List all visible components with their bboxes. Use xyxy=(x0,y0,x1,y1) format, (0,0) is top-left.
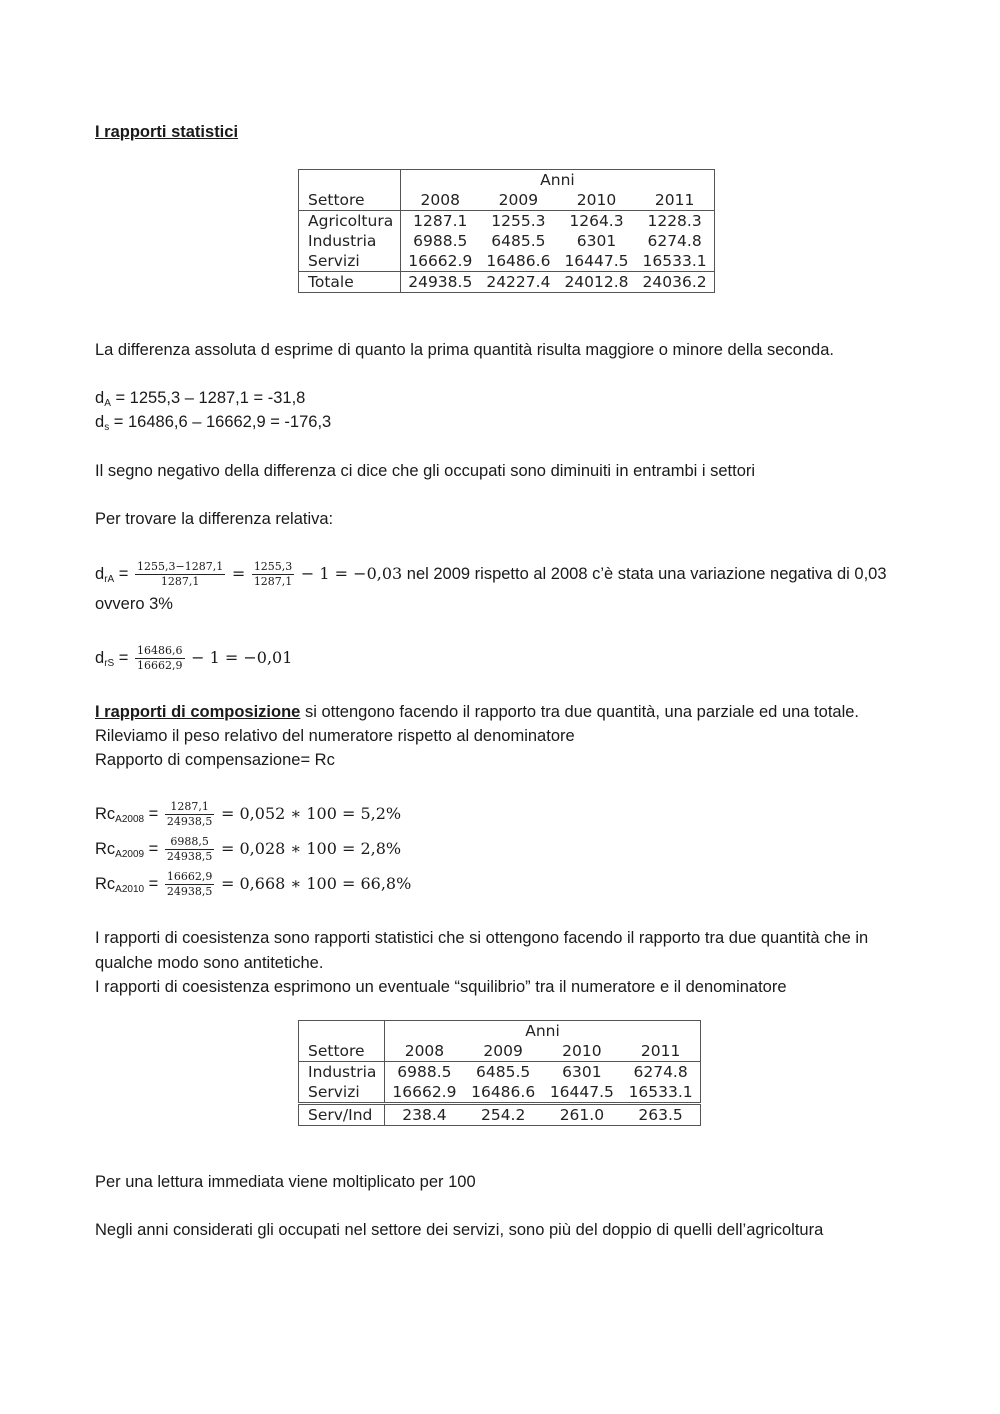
table-row xyxy=(299,1082,701,1104)
equation-drs: $d_{rS}$ = $\frac{16486,6}{16662,9}$ − 1 = −0,01 xyxy=(95,644,293,673)
composition-paragraph: I rapporti di composizione si ottengono facendo il rapporto tra due quantità, una parziale ed una totale. xyxy=(95,703,860,721)
table-cell: 1255.3 xyxy=(491,212,546,230)
paragraph: Per trovare la differenza relativa: xyxy=(95,510,334,528)
equation-da: $d_A = 1255,3 - 1287,1 = -31,8$ xyxy=(95,389,306,409)
table-cell: 6301 xyxy=(576,232,617,250)
table-cell: 1228.3 xyxy=(647,212,702,230)
table-corner-header: Settore xyxy=(299,1041,385,1062)
table-cell: 24012.8 xyxy=(557,272,635,293)
row-label: Serv/Ind xyxy=(299,1104,385,1126)
fraction: $\frac{1255,3-1287,1}{1287,1}$ xyxy=(137,560,224,589)
table-cell: 261.0 xyxy=(543,1104,622,1126)
table-cell: 16486.6 xyxy=(486,252,551,270)
equation-rc: $Rc_{A2008}$ = $\frac{1287,1}{24938,5}$ = 0,052 ∗ 100 = 5,2% xyxy=(95,800,402,829)
table-year-header: 2008 xyxy=(401,190,480,211)
table-cell: 16662.9 xyxy=(392,1083,457,1101)
table-total-row xyxy=(299,272,715,293)
table-cell: 16662.9 xyxy=(408,252,473,270)
table-cell: 6485.5 xyxy=(491,232,546,250)
table-row xyxy=(299,1062,701,1083)
table-cell: 24938.5 xyxy=(401,272,480,293)
fraction: $\frac{16486,6}{16662,9}$ xyxy=(137,644,183,673)
table-year-header: 2008 xyxy=(385,1041,464,1062)
page-title: I rapporti statistici xyxy=(95,123,239,141)
table-row xyxy=(299,231,715,251)
row-label: Totale xyxy=(299,272,401,293)
row-label: Servizi xyxy=(299,251,401,272)
table-row xyxy=(299,251,715,272)
row-label: Agricoltura xyxy=(299,211,401,232)
table-cell: 238.4 xyxy=(385,1104,464,1126)
fraction: $\frac{16662,9}{24938,5}$ xyxy=(166,870,213,899)
table-cell: 16533.1 xyxy=(628,1083,693,1101)
equation-dra: $d_{rA}$ = $\frac{1255,3-1287,1}{1287,1}$ = $\frac{1255,3}{1287,1}$ − 1 = −0,03 nel 2009 rispetto al 2008 c’è stata una variazione negativa di 0,03 xyxy=(95,560,887,589)
paragraph: I rapporti di coesistenza sono rapporti statistici che si ottengono facendo il rapporto tra due quantità che in xyxy=(95,929,869,947)
table-cell: 16533.1 xyxy=(642,252,707,270)
equation-dra-continuation: ovvero 3% xyxy=(95,595,173,613)
table-cell: 6274.8 xyxy=(647,232,702,250)
paragraph: Il segno negativo della differenza ci dice che gli occupati sono diminuiti in entrambi i settori xyxy=(95,462,756,480)
paragraph: La differenza assoluta d esprime di quanto la prima quantità risulta maggiore o minore della seconda. xyxy=(95,341,834,359)
table-group-header: Anni xyxy=(540,171,575,189)
fraction: $\frac{1255,3}{1287,1}$ xyxy=(253,560,293,589)
table-year-header: 2009 xyxy=(479,190,557,211)
table-cell: 6988.5 xyxy=(397,1063,452,1081)
fraction: $\frac{1287,1}{24938,5}$ xyxy=(166,800,213,829)
table-cell: 24227.4 xyxy=(479,272,557,293)
row-label: Industria xyxy=(299,231,401,251)
table-year-header: 2011 xyxy=(621,1041,700,1062)
table-row xyxy=(299,211,715,232)
paragraph: Rileviamo il peso relativo del numeratore rispetto al denominatore xyxy=(95,727,575,745)
paragraph: Per una lettura immediata viene moltiplicato per 100 xyxy=(95,1173,476,1191)
table-cell: 1264.3 xyxy=(569,212,624,230)
table-cell: 24036.2 xyxy=(636,272,715,293)
table-group-header: Anni xyxy=(525,1022,560,1040)
fraction: $\frac{6988,5}{24938,5}$ xyxy=(166,835,213,864)
paragraph: Negli anni considerati gli occupati nel settore dei servizi, sono più del doppio di quelli dell’agricoltura xyxy=(95,1221,824,1239)
row-label: Industria xyxy=(299,1062,385,1083)
paragraph: Rapporto di compensazione= Rc xyxy=(95,751,335,769)
equation-rc: $Rc_{A2010}$ = $\frac{16662,9}{24938,5}$ = 0,668 ∗ 100 = 66,8% xyxy=(95,870,412,899)
table-cell: 6988.5 xyxy=(413,232,468,250)
section-heading: I rapporti di composizione xyxy=(95,703,301,721)
table-cell: 16486.6 xyxy=(471,1083,536,1101)
table-year-header: 2011 xyxy=(636,190,715,211)
table-year-header: 2010 xyxy=(543,1041,622,1062)
table-cell: 16447.5 xyxy=(549,1083,614,1101)
equation-ds: $d_s = 16486,6 - 16662,9 = -176,3$ xyxy=(95,413,332,433)
equation-rc: $Rc_{A2009}$ = $\frac{6988,5}{24938,5}$ = 0,028 ∗ 100 = 2,8% xyxy=(95,835,402,864)
table-year-header: 2010 xyxy=(557,190,635,211)
table-cell: 6274.8 xyxy=(633,1063,688,1081)
paragraph: I rapporti di coesistenza esprimono un eventuale “squilibrio” tra il numeratore e il denominatore xyxy=(95,978,787,996)
table-cell: 254.2 xyxy=(464,1104,543,1126)
table-year-header: 2009 xyxy=(464,1041,543,1062)
table-cell: 263.5 xyxy=(621,1104,700,1126)
table-cell: 1287.1 xyxy=(413,212,468,230)
row-label: Servizi xyxy=(299,1082,385,1104)
employment-table xyxy=(298,169,715,293)
table-ratio-row xyxy=(299,1104,701,1126)
table-cell: 16447.5 xyxy=(564,252,629,270)
table-cell: 6485.5 xyxy=(476,1063,531,1081)
table-corner-header: Settore xyxy=(299,190,401,211)
coexistence-table xyxy=(298,1020,701,1126)
paragraph: qualche modo sono antitetiche. xyxy=(95,954,324,972)
table-cell: 6301 xyxy=(562,1063,602,1081)
